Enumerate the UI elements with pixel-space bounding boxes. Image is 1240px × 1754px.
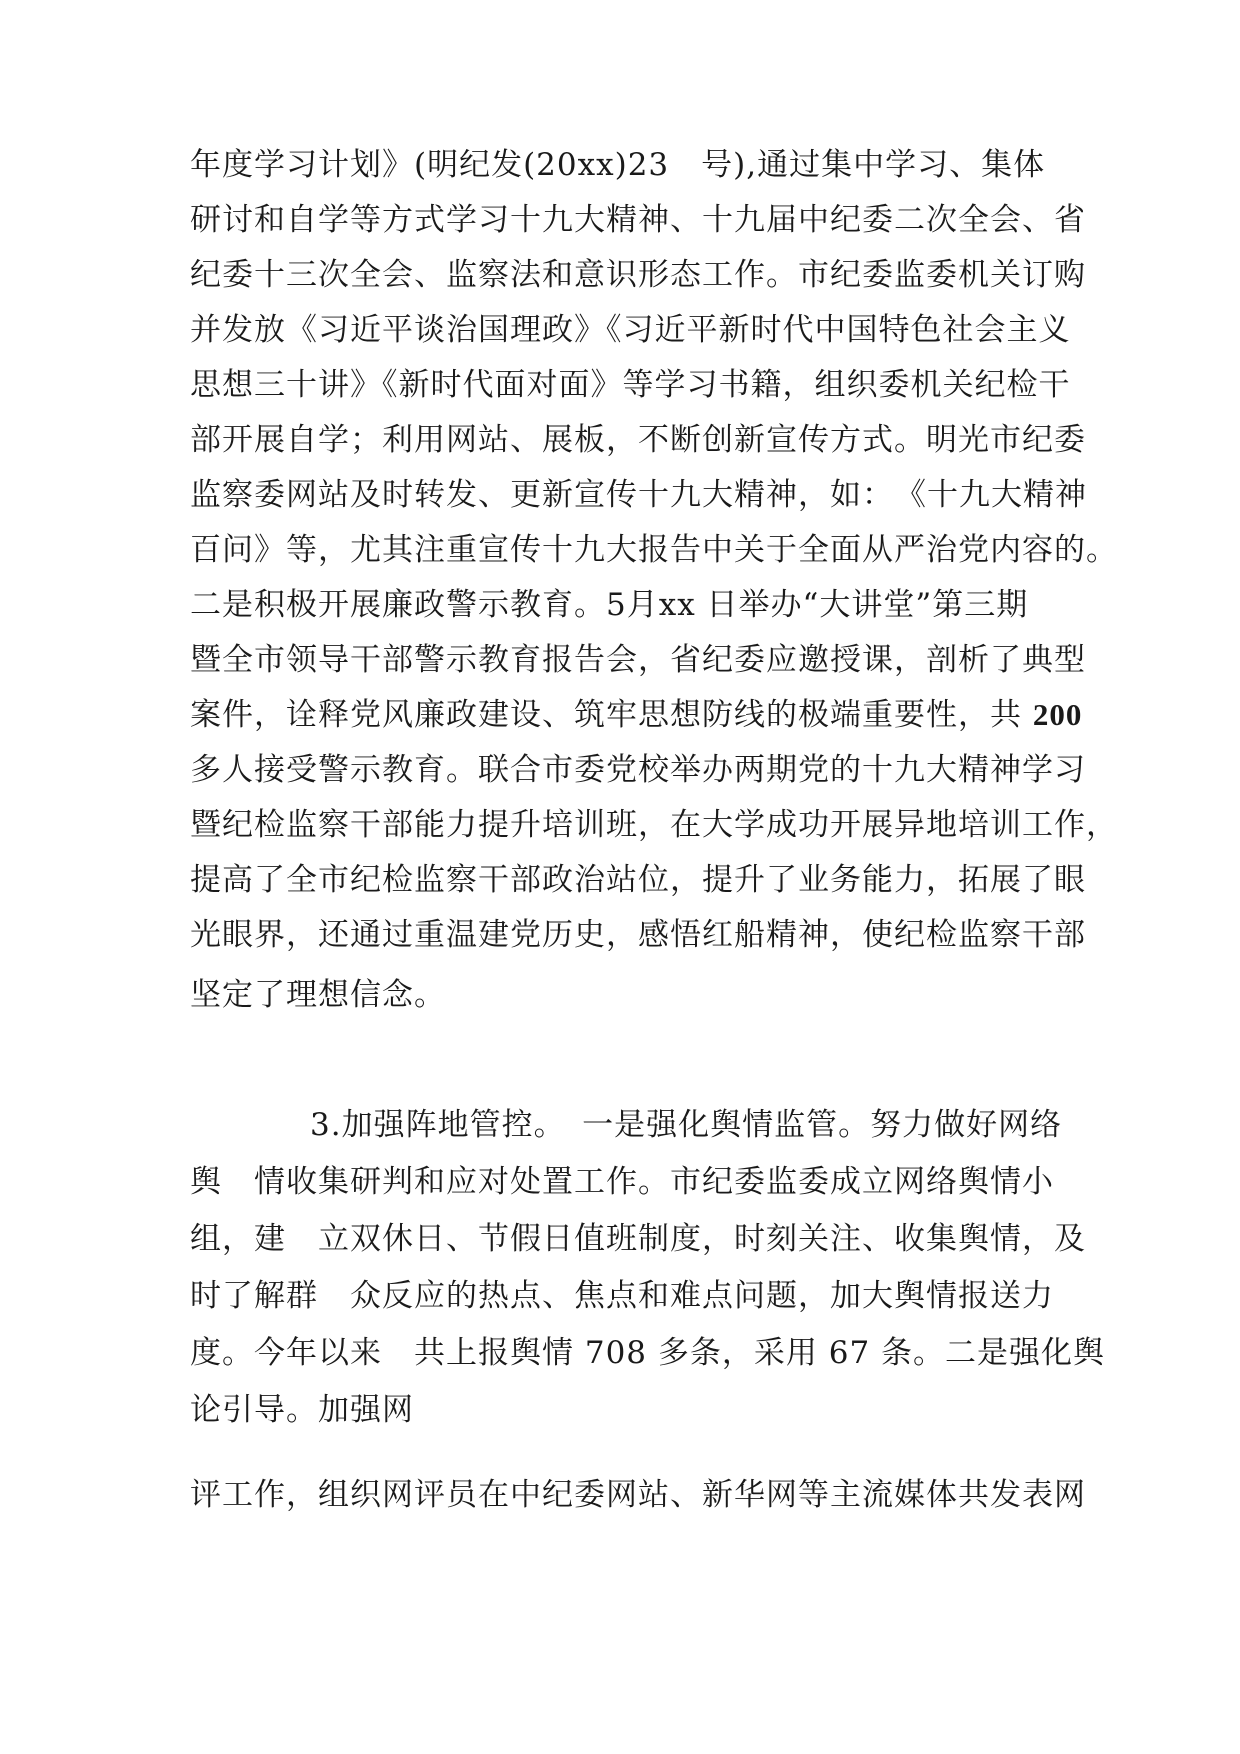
text-line: 论引导。加强网 <box>190 1392 414 1428</box>
section-heading-line: 3.加强阵地管控。 一是强化舆情监管。努力做好网络 <box>310 1107 1063 1143</box>
text-line: 时了解群 众反应的热点、焦点和难点问题，加大舆情报送力 <box>190 1278 1054 1314</box>
text-line: 坚定了理想信念。 <box>190 977 446 1013</box>
text-line: 监察委网站及时转发、更新宣传十九大精神，如： 《十九大精神 <box>190 477 1087 513</box>
bold-number: 200 <box>1032 697 1083 732</box>
text-line: 暨全市领导干部警示教育报告会，省纪委应邀授课，剖析了典型 <box>190 642 1086 678</box>
text-line: 暨纪检监察干部能力提升培训班，在大学成功开展异地培训工作， <box>190 807 1118 843</box>
text-line: 思想三十讲》《新时代面对面》等学习书籍，组织委机关纪检干 <box>190 367 1071 403</box>
text-line: 评工作，组织网评员在中纪委网站、新华网等主流媒体共发表网 <box>190 1477 1086 1513</box>
text-line: 纪委十三次全会、监察法和意识形态工作。市纪委监委机关订购 <box>190 257 1086 293</box>
text-line: 百问》等，尤其注重宣传十九大报告中关于全面从严治党内容的。 <box>190 532 1118 568</box>
text-line: 组，建 立双休日、节假日值班制度，时刻关注、收集舆情，及 <box>190 1221 1086 1257</box>
text-line: 二是积极开展廉政警示教育。5月xx 日举办“大讲堂”第三期 <box>190 587 1029 623</box>
text-line: 年度学习计划》(明纪发(20xx)23 号),通过集中学习、集体 <box>190 147 1046 183</box>
text-line: 并发放《习近平谈治国理政》《习近平新时代中国特色社会主义 <box>190 312 1071 348</box>
text-segment: 案件，诠释党风廉政建设、筑牢思想防线的极端重要性，共 <box>190 697 1033 733</box>
text-line: 研讨和自学等方式学习十九大精神、十九届中纪委二次全会、省 <box>190 202 1086 238</box>
text-line: 舆 情收集研判和应对处置工作。市纪委监委成立网络舆情小 <box>190 1164 1054 1200</box>
text-line: 提高了全市纪检监察干部政治站位，提升了业务能力，拓展了眼 <box>190 862 1086 898</box>
text-line: 部开展自学；利用网站、展板，不断创新宣传方式。明光市纪委 <box>190 422 1086 458</box>
text-line <box>190 690 1083 740</box>
text-line: 度。今年以来 共上报舆情 708 多条，采用 67 条。二是强化舆 <box>190 1335 1106 1371</box>
text-line: 多人接受警示教育。联合市委党校举办两期党的十九大精神学习 <box>190 752 1086 788</box>
text-line: 光眼界，还通过重温建党历史，感悟红船精神，使纪检监察干部 <box>190 917 1086 953</box>
